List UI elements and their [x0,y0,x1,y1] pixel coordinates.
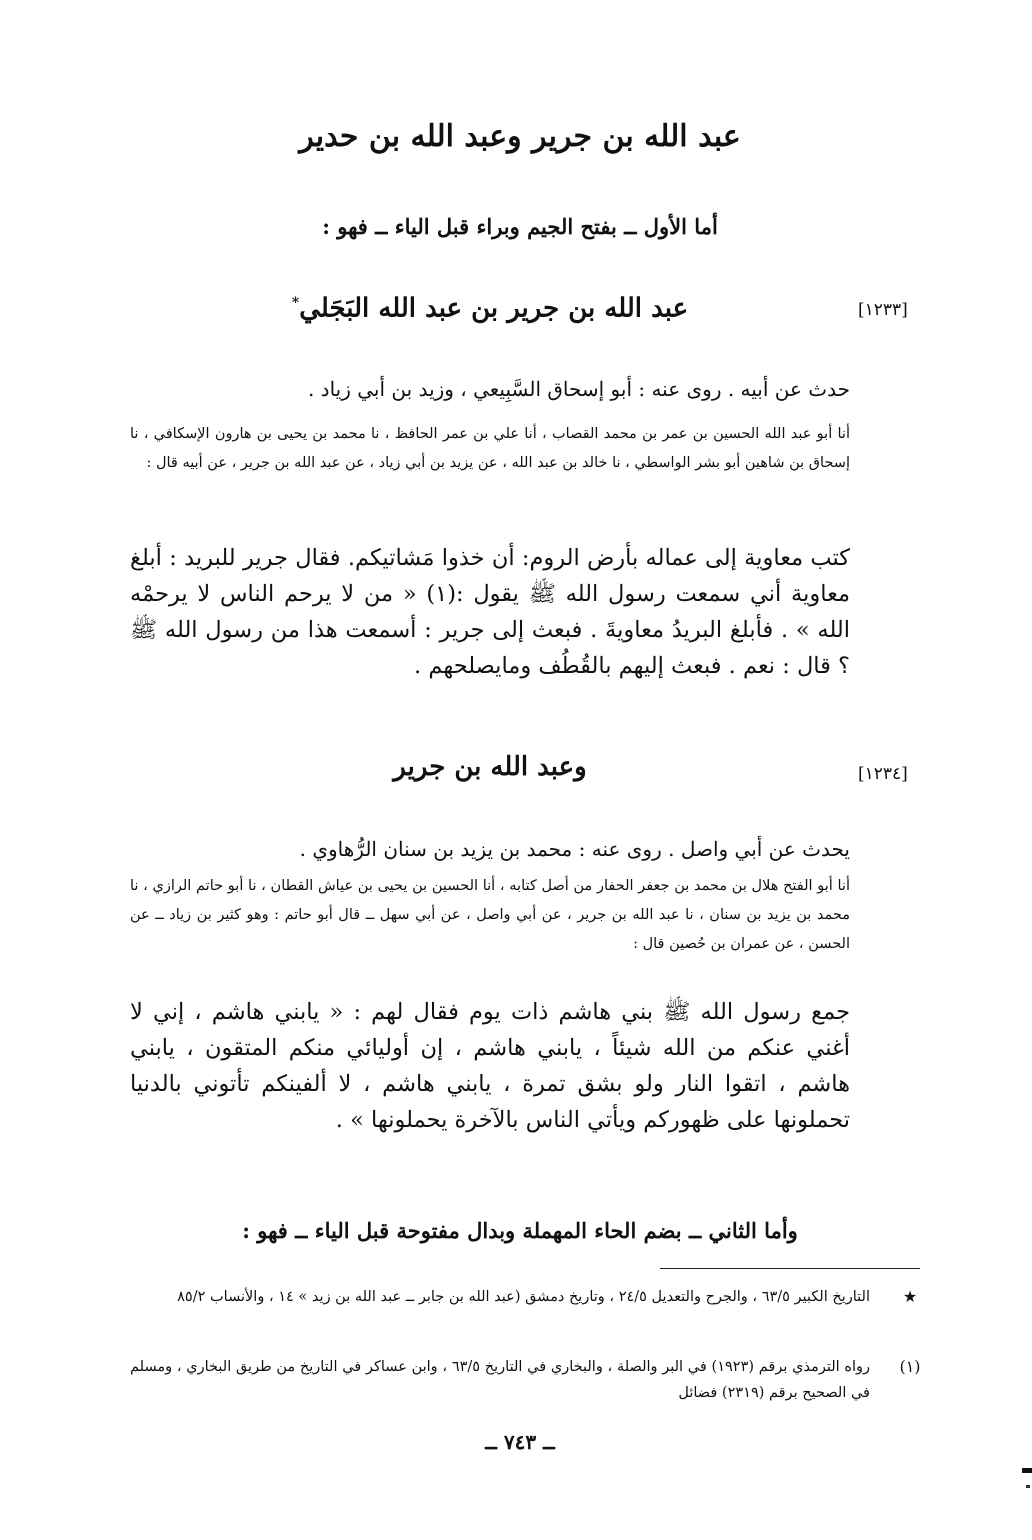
first-subhead: أما الأول ــ بفتح الجيم وبراء قبل الياء ــ فهو : [322,214,718,239]
hadith-1234: جمع رسول الله ﷺ بني هاشم ذات يوم فقال لهم : « يابني هاشم ، إني لا أغني عنكم من الله شيئاً ، يابني هاشم ، إن أوليائي منكم المتقون ، يابني هاشم ، اتقوا النار ولو بشق تمرة ، يابني هاشم ، لا ألفينكم تأتوني بالدنيا تحملونها على ظهوركم ويأتي الناس بالآخرة يحملونها » . [130,999,850,1133]
entry-title-text: عبد الله بن جرير بن عبد الله البَجَلي [299,293,689,324]
entry-title-1233 [250,286,730,326]
footnote-1-number: (١) [899,1357,921,1376]
entry-title-1234: وعبد الله بن جرير [393,752,587,782]
scan-edge-dot [1026,1485,1030,1488]
narration-1233: حدث عن أبيه . روى عنه : أبو إسحاق السَّبِيعي ، وزيد بن أبي زياد . [307,377,850,401]
page-title: عبد الله بن جرير وعبد الله بن حدير [299,119,741,154]
isnad-1233: أنا أبو عبد الله الحسين بن عمر بن محمد القصاب ، أنا علي بن عمر الحافظ ، نا محمد بن يحيى بن هارون الإسكافي ، نا إسحاق بن شاهين أبو بشر الواسطي ، نا خالد بن عبد الله ، عن يزيد بن أبي زياد ، عن عبد الله بن جرير ، عن أبيه قال : [130,426,850,471]
footnote-divider [660,1268,920,1269]
footnote-star-marker: * [291,295,300,311]
isnad-1234: أنا أبو الفتح هلال بن محمد بن جعفر الحفار من أصل كتابه ، أنا الحسين بن يحيى بن عياش القطان ، نا أبو حاتم الرازي ، نا محمد بن يزيد بن سنان ، نا عبد الله بن جرير ، عن أبي واصل ، عن أبي سهل ــ قال أبو حاتم : وهو كثير بن زياد ــ عن الحسن ، عن عمران بن حُصين قال : [130,878,850,952]
footnote-1-text: رواه الترمذي برقم (١٩٢٣) في البر والصلة ، والبخاري في التاريخ ٦٣/٥ ، وابن عساكر في التاريخ من طريق البخاري ، ومسلم في الصحيح برقم (٢٣١٩) فضائل [130,1359,870,1401]
page-number: ــ ٧٤٣ ــ [485,1430,555,1454]
hadith-1233: كتب معاوية إلى عماله بأرض الروم: أن خذوا مَشاتيكم. فقال جرير للبريد : أبلغ معاوية أني سمعت رسول الله ﷺ يقول :(١) « من لا يرحم الناس لا يرحمْه الله » . فأبلغ البريدُ معاويةَ . فبعث إلى جرير : أسمعت هذا من رسول الله ﷺ ؟ قال : نعم . فبعث إليهم بالقُطُف ومايصلحهم . [130,545,850,679]
footnote-star [130,1284,930,1340]
second-subhead: وأما الثاني ــ بضم الحاء المهملة وبدال مفتوحة قبل الياء ــ فهو : [242,1218,798,1243]
footnote-star-text: التاريخ الكبير ٦٣/٥ ، والجرح والتعديل ٢٤/٥ ، وتاريخ دمشق (عبد الله بن جابر ــ عبد الله بن زيد » ١٤ ، والأنساب ٨٥/٢ [177,1289,870,1305]
entry-number-1233: [١٢٣٣] [858,300,908,320]
footnote-star-symbol: ★ [902,1287,918,1306]
narration-1234: يحدث عن أبي واصل . روى عنه : محمد بن يزيد بن سنان الرُّهاوي . [299,837,850,861]
entry-number-1234: [١٢٣٤] [858,764,908,784]
footnote-1 [130,1354,930,1410]
scan-edge-mark [1022,1468,1032,1473]
